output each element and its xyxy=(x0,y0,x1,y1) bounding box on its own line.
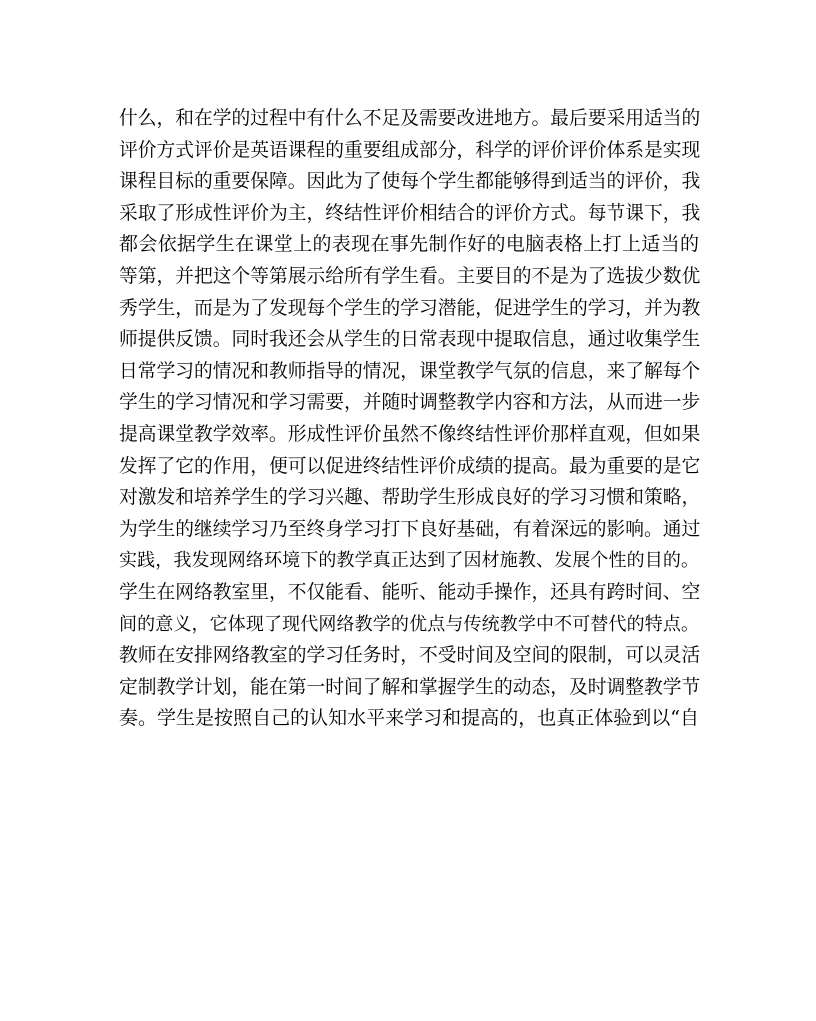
text-line: 对激发和培养学生的学习兴趣、帮助学生形成良好的学习习惯和策略， xyxy=(119,487,701,509)
text-line: 采取了形成性评价为主，终结性评价相结合的评价方式。每节课下，我 xyxy=(119,202,701,224)
text-line: 评价方式评价是英语课程的重要组成部分，科学的评价评价体系是实现 xyxy=(119,139,701,161)
text-line: 课程目标的重要保障。因此为了使每个学生都能够得到适当的评价，我 xyxy=(119,171,701,193)
text-line: 日常学习的情况和教师指导的情况，课堂教学气氛的信息，来了解每个 xyxy=(119,360,701,382)
text-line: 实践，我发现网络环境下的教学真正达到了因材施教、发展个性的目的。 xyxy=(119,550,699,572)
text-line: 秀学生，而是为了发现每个学生的学习潜能，促进学生的学习，并为教 xyxy=(119,297,701,319)
text-line: 什么，和在学的过程中有什么不足及需要改进地方。最后要采用适当的 xyxy=(119,108,701,129)
body-text xyxy=(119,103,699,735)
text-line: 提高课堂教学效率。形成性评价虽然不像终结性评价那样直观，但如果 xyxy=(119,423,701,445)
text-line: 都会依据学生在课堂上的表现在事先制作好的电脑表格上打上适当的 xyxy=(119,233,699,256)
text-line: 教师在安排网络教室的学习任务时，不受时间及空间的限制，可以灵活 xyxy=(119,645,701,667)
text-line: 发挥了它的作用，便可以促进终结性评价成绩的提高。最为重要的是它 xyxy=(119,455,701,477)
text-line: 奏。学生是按照自己的认知水平来学习和提高的，也真正体验到以“自 xyxy=(119,707,699,730)
text-line: 师提供反馈。同时我还会从学生的日常表现中提取信息，通过收集学生 xyxy=(119,329,701,351)
text-line: 等第，并把这个等第展示给所有学生看。主要目的不是为了选拔少数优 xyxy=(119,265,701,287)
text-line: 为学生的继续学习乃至终身学习打下良好基础，有着深远的影响。通过 xyxy=(119,518,701,540)
text-line: 学生的学习情况和学习需要，并随时调整教学内容和方法，从而进一步 xyxy=(119,392,701,414)
text-line: 学生在网络教室里，不仅能看、能听、能动手操作，还具有跨时间、空 xyxy=(119,581,701,603)
text-line: 间的意义，它体现了现代网络教学的优点与传统教学中不可替代的特点。 xyxy=(119,613,699,635)
text-line: 定制教学计划，能在第一时间了解和掌握学生的动态，及时调整教学节 xyxy=(119,676,701,698)
